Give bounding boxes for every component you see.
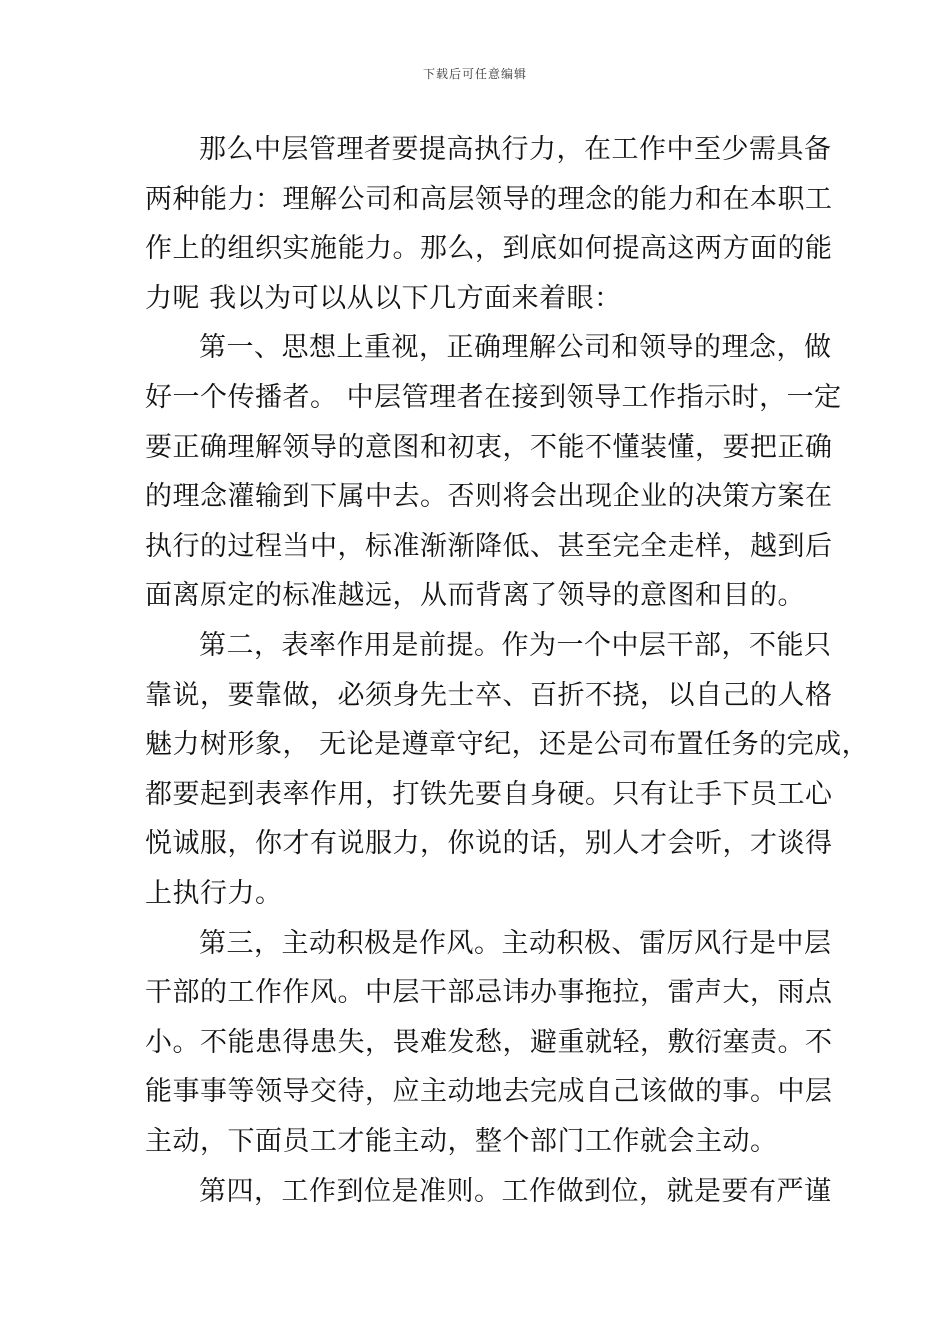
paragraph-line: 力呢 我以为可以从以下几方面来着眼： [145, 282, 622, 314]
paragraph-line: 两种能力：理解公司和高层领导的理念的能力和在本职工 [145, 183, 833, 215]
paragraph-line: 主动，下面员工才能主动，整个部门工作就会主动。 [145, 1126, 778, 1157]
paragraph-line: 能事事等领导交待，应主动地去完成自己该做的事。中层 [145, 1076, 833, 1108]
paragraph-line: 都要起到表率作用，打铁先要自身硬。只有让手下员工心 [145, 778, 833, 810]
paragraph-line: 魅力树形象， 无论是遵章守纪，还是公司布置任务的完成， [145, 729, 870, 761]
paragraph-line: 干部的工作作风。中层干部忌讳办事拖拉，雷声大，雨点 [145, 977, 833, 1009]
paragraph-line: 小。不能患得患失，畏难发愁，避重就轻，敷衍塞责。不 [145, 1026, 833, 1058]
paragraph-first-line: 第三，主动积极是作风。主动积极、雷厉风行是中层 [199, 927, 832, 959]
paragraph-line: 好一个传播者。 中层管理者在接到领导工作指示时，一定 [145, 382, 842, 413]
paragraph-line: 执行的过程当中，标准渐渐降低、甚至完全走样，越到后 [145, 530, 833, 562]
paragraph-line: 要正确理解领导的意图和初衷，不能不懂装懂，要把正确 [145, 431, 833, 463]
paragraph-line: 的理念灌输到下属中去。否则将会出现企业的决策方案在 [145, 481, 833, 513]
paragraph-line: 靠说，要靠做，必须身先士卒、百折不挠，以自己的人格 [145, 679, 833, 711]
paragraph-line: 作上的组织实施能力。那么，到底如何提高这两方面的能 [145, 233, 833, 265]
page-header: 下载后可任意编辑 [422, 67, 527, 81]
paragraph-line: 悦诚服，你才有说服力，你说的话，别人才会听，才谈得 [145, 828, 833, 860]
paragraph-first-line: 第一、思想上重视，正确理解公司和领导的理念，做 [199, 332, 832, 364]
paragraph-line: 面离原定的标准越远，从而背离了领导的意图和目的。 [145, 580, 805, 612]
paragraph-first-line: 第二，表率作用是前提。作为一个中层干部，不能只 [199, 630, 832, 661]
paragraph-first-line: 第四，工作到位是准则。工作做到位，就是要有严谨 [199, 1175, 832, 1207]
paragraph-line: 上执行力。 [145, 878, 283, 909]
paragraph-first-line: 那么中层管理者要提高执行力，在工作中至少需具备 [199, 134, 832, 165]
